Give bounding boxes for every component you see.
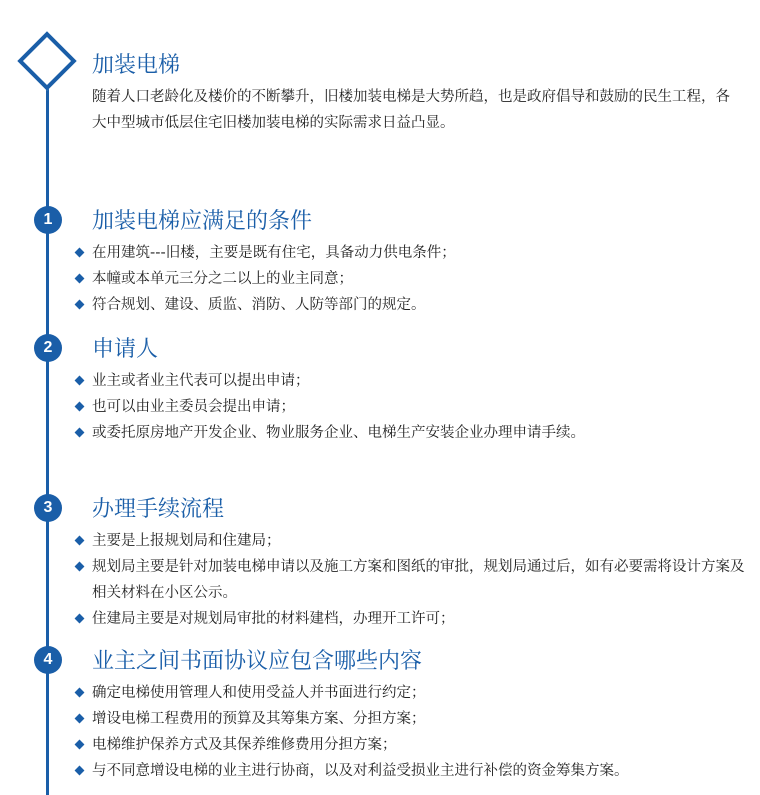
list-item: 也可以由业主委员会提出申请； [76, 394, 585, 420]
list-item: 电梯维护保养方式及其保养维修费用分担方案； [76, 732, 629, 758]
diamond-bullet-icon [75, 402, 85, 412]
diamond-bullet-icon [75, 740, 85, 750]
list-item: 确定电梯使用管理人和使用受益人并书面进行约定； [76, 680, 629, 706]
list-item: 符合规划、建设、质监、消防、人防等部门的规定。 [76, 292, 456, 318]
section-3-title: 办理手续流程 [92, 497, 225, 522]
list-item: 增设电梯工程费用的预算及其筹集方案、分担方案； [76, 706, 629, 732]
intro-text: 随着人口老龄化及楼价的不断攀升，旧楼加装电梯是大势所趋，也是政府倡导和鼓励的民生工程，各大中型城市低层住宅旧楼加装电梯的实际需求日益凸显。 [92, 89, 730, 131]
section-3-number-badge: 3 [34, 494, 62, 522]
list-item: 或委托原房地产开发企业、物业服务企业、电梯生产安装企业办理申请手续。 [76, 420, 585, 446]
list-item: 规划局主要是针对加装电梯申请以及施工方案和图纸的审批，规划局通过后，如有必要需将设计方案及相关材料在小区公示。 [76, 554, 752, 606]
section-2-number-badge: 2 [34, 334, 62, 362]
diamond-bullet-icon [75, 428, 85, 438]
diamond-bullet-icon [75, 614, 85, 624]
section-4-number-badge: 4 [34, 646, 62, 674]
list-item: 与不同意增设电梯的业主进行协商，以及对利益受损业主进行补偿的资金筹集方案。 [76, 758, 629, 784]
diamond-bullet-icon [75, 300, 85, 310]
diamond-bullet-icon [75, 274, 85, 284]
timeline-line [46, 80, 49, 795]
diamond-bullet-icon [75, 766, 85, 776]
diamond-bullet-icon [75, 714, 85, 724]
diamond-bullet-icon [75, 562, 85, 572]
section-3-list [76, 528, 752, 632]
section-1-title: 加装电梯应满足的条件 [92, 209, 313, 234]
section-1-number-badge: 1 [34, 206, 62, 234]
section-4-title: 业主之间书面协议应包含哪些内容 [92, 649, 423, 674]
list-item: 住建局主要是对规划局审批的材料建档，办理开工许可； [76, 606, 752, 632]
list-item: 本幢或本单元三分之二以上的业主同意； [76, 266, 456, 292]
diamond-outline-icon [17, 31, 76, 90]
diamond-bullet-icon [75, 536, 85, 546]
section-1-list [76, 240, 456, 318]
section-2-title: 申请人 [92, 337, 159, 362]
list-item: 在用建筑---旧楼，主要是既有住宅，具备动力供电条件； [76, 240, 456, 266]
list-item: 主要是上报规划局和住建局； [76, 528, 752, 554]
intro-title: 加装电梯 [92, 53, 181, 78]
diamond-bullet-icon [75, 376, 85, 386]
section-2-list [76, 368, 585, 446]
section-4-list [76, 680, 629, 784]
diamond-bullet-icon [75, 688, 85, 698]
list-item: 业主或者业主代表可以提出申请； [76, 368, 585, 394]
diamond-bullet-icon [75, 248, 85, 258]
